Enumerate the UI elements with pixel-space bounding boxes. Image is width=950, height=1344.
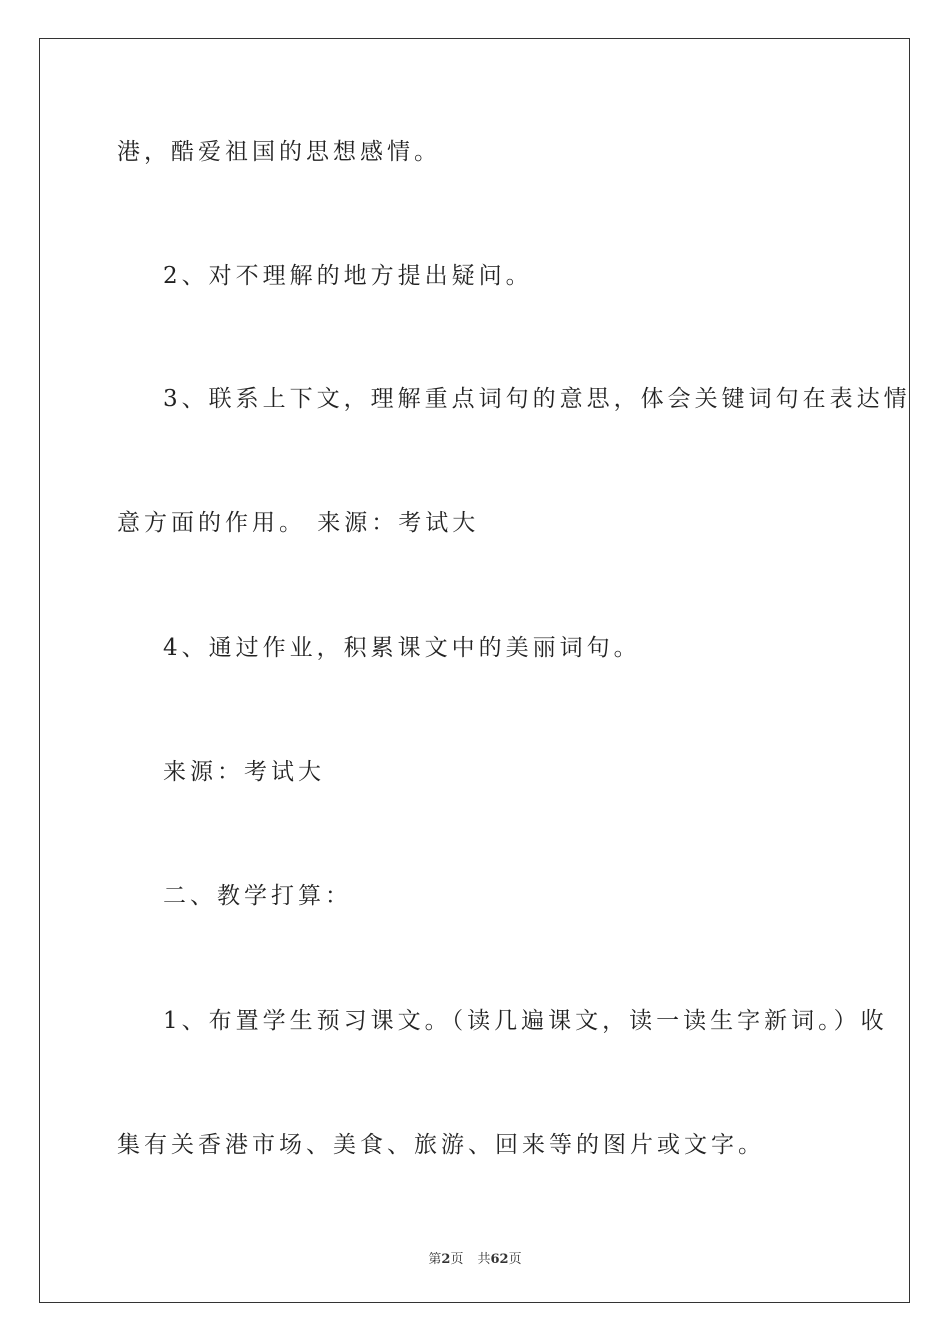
text-line-4: 意方面的作用。 来源：考试大 bbox=[117, 510, 480, 536]
page-suffix: 页 bbox=[450, 1252, 464, 1267]
text-line-1: 港，酷爱祖国的思想感情。 bbox=[117, 139, 441, 165]
text-line-8: 1、布置学生预习课文。（读几遍课文，读一读生字新词。）收 bbox=[163, 1008, 888, 1034]
page-border bbox=[39, 38, 910, 1303]
text-line-7: 二、教学打算： bbox=[163, 883, 352, 909]
text-line-6: 来源：考试大 bbox=[163, 759, 325, 785]
text-line-5: 4、通过作业，积累课文中的美丽词句。 bbox=[163, 635, 641, 661]
page-footer bbox=[0, 1248, 950, 1267]
page-number: 2 bbox=[441, 1252, 451, 1267]
text-line-3: 3、联系上下文，理解重点词句的意思，体会关键词句在表达情 bbox=[163, 386, 911, 412]
total-suffix: 页 bbox=[508, 1252, 522, 1267]
total-pages: 62 bbox=[490, 1252, 509, 1267]
text-line-2: 2、对不理解的地方提出疑问。 bbox=[163, 263, 533, 289]
total-prefix: 共 bbox=[477, 1252, 491, 1267]
page-prefix: 第 bbox=[428, 1252, 442, 1267]
text-line-9: 集有关香港市场、美食、旅游、回来等的图片或文字。 bbox=[117, 1132, 765, 1158]
